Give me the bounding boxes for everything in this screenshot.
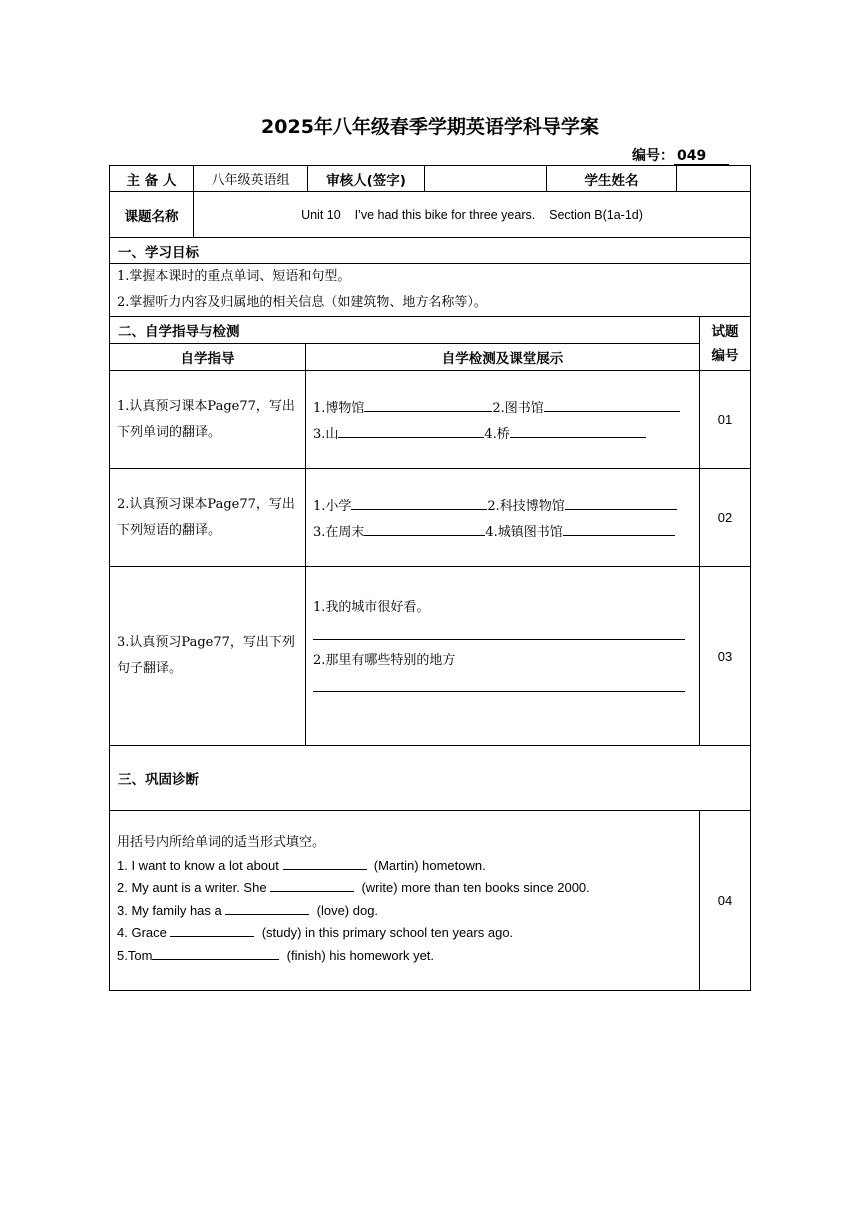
vocab-prompt: 4.桥 xyxy=(484,427,510,442)
guide-text-03: 3.认真预习Page77，写出下列句子翻译。 xyxy=(117,635,295,676)
answer-blank[interactable] xyxy=(364,521,485,536)
answer-blank[interactable] xyxy=(170,922,254,937)
exercise-item: 5.Tom (finish) his homework yet. xyxy=(117,945,697,968)
sentence-prompt: 2.那里有哪些特别的地方 xyxy=(313,653,456,668)
guide-text-01: 1.认真预习课本Page77，写出下列单词的翻译。 xyxy=(117,398,295,440)
item-id-04: 04 xyxy=(717,893,733,908)
exercise-instruction: 用括号内所给单词的适当形式填空。 xyxy=(117,835,326,850)
answer-blank[interactable] xyxy=(563,521,675,536)
phrase-prompt: 3.在周末 xyxy=(313,525,365,540)
page-title: 2025年八年级春季学期英语学科导学案 xyxy=(261,116,599,138)
exercise-item: 3. My family has a (love) dog. xyxy=(117,900,697,923)
answer-blank[interactable] xyxy=(544,397,680,412)
exercise-item: 1. I want to know a lot about (Martin) hometown. xyxy=(117,855,697,878)
preparer-label: 主 备 人 xyxy=(126,172,177,189)
document-number-label: 编号： xyxy=(632,148,674,164)
answer-blank[interactable] xyxy=(510,423,646,438)
column-header-guide: 自学指导 xyxy=(180,351,235,367)
answer-blank[interactable] xyxy=(338,423,484,438)
phrase-prompt: 1.小学 xyxy=(313,499,352,514)
preparer-value: 八年级英语组 xyxy=(211,173,290,188)
document-number xyxy=(632,145,729,165)
document-number-value: 049 xyxy=(674,148,729,165)
answer-blank[interactable] xyxy=(351,495,487,510)
section-heading-self-study: 二、自学指导与检测 xyxy=(118,324,240,340)
guide-text-02: 2.认真预习课本Page77，写出下列短语的翻译。 xyxy=(117,496,295,538)
section-heading-goals: 一、学习目标 xyxy=(118,244,199,261)
phrase-prompt: 4.城镇图书馆 xyxy=(485,525,563,540)
column-header-item-id xyxy=(700,317,750,370)
check-area-02 xyxy=(313,494,698,546)
reviewer-signature-field[interactable] xyxy=(425,166,546,191)
column-header-item-id-line2: 编号 xyxy=(711,347,739,364)
topic-value: Unit 10 I’ve had this bike for three years. Section B(1a-1d) xyxy=(301,207,643,222)
phrase-prompt: 2.科技博物馆 xyxy=(487,499,565,514)
reviewer-label: 审核人(签字) xyxy=(326,172,406,189)
exercise-item: 2. My aunt is a writer. She (write) more than ten books since 2000. xyxy=(117,877,697,900)
column-header-item-id-line1: 试题 xyxy=(711,323,739,340)
answer-line[interactable] xyxy=(313,691,685,692)
answer-blank[interactable] xyxy=(283,855,367,870)
student-name-field[interactable] xyxy=(677,166,750,191)
item-id-02: 02 xyxy=(717,510,733,525)
check-area-01 xyxy=(313,396,698,448)
answer-blank[interactable] xyxy=(270,877,354,892)
item-id-01: 01 xyxy=(717,412,733,427)
item-id-03: 03 xyxy=(717,648,733,664)
answer-blank[interactable] xyxy=(152,945,279,960)
topic-label: 课题名称 xyxy=(124,208,179,225)
vocab-prompt: 1.博物馆 xyxy=(313,401,365,416)
vocab-prompt: 2.图书馆 xyxy=(492,401,544,416)
answer-line[interactable] xyxy=(313,639,685,640)
goals-list xyxy=(117,264,747,316)
goal-item: 1.掌握本课时的重点单词、短语和句型。 xyxy=(117,269,351,284)
exercise-area xyxy=(117,832,697,967)
sentence-prompt: 1.我的城市很好看。 xyxy=(313,600,430,615)
exercise-item: 4. Grace (study) in this primary school ten years ago. xyxy=(117,922,697,945)
vocab-prompt: 3.山 xyxy=(313,427,339,442)
answer-blank[interactable] xyxy=(565,495,677,510)
section-heading-consolidation: 三、巩固诊断 xyxy=(118,772,199,788)
answer-blank[interactable] xyxy=(364,397,492,412)
column-header-check: 自学检测及课堂展示 xyxy=(441,351,564,367)
goal-item: 2.掌握听力内容及归属地的相关信息（如建筑物、地方名称等）。 xyxy=(117,295,487,310)
answer-blank[interactable] xyxy=(225,900,309,915)
student-name-label: 学生姓名 xyxy=(584,172,639,189)
